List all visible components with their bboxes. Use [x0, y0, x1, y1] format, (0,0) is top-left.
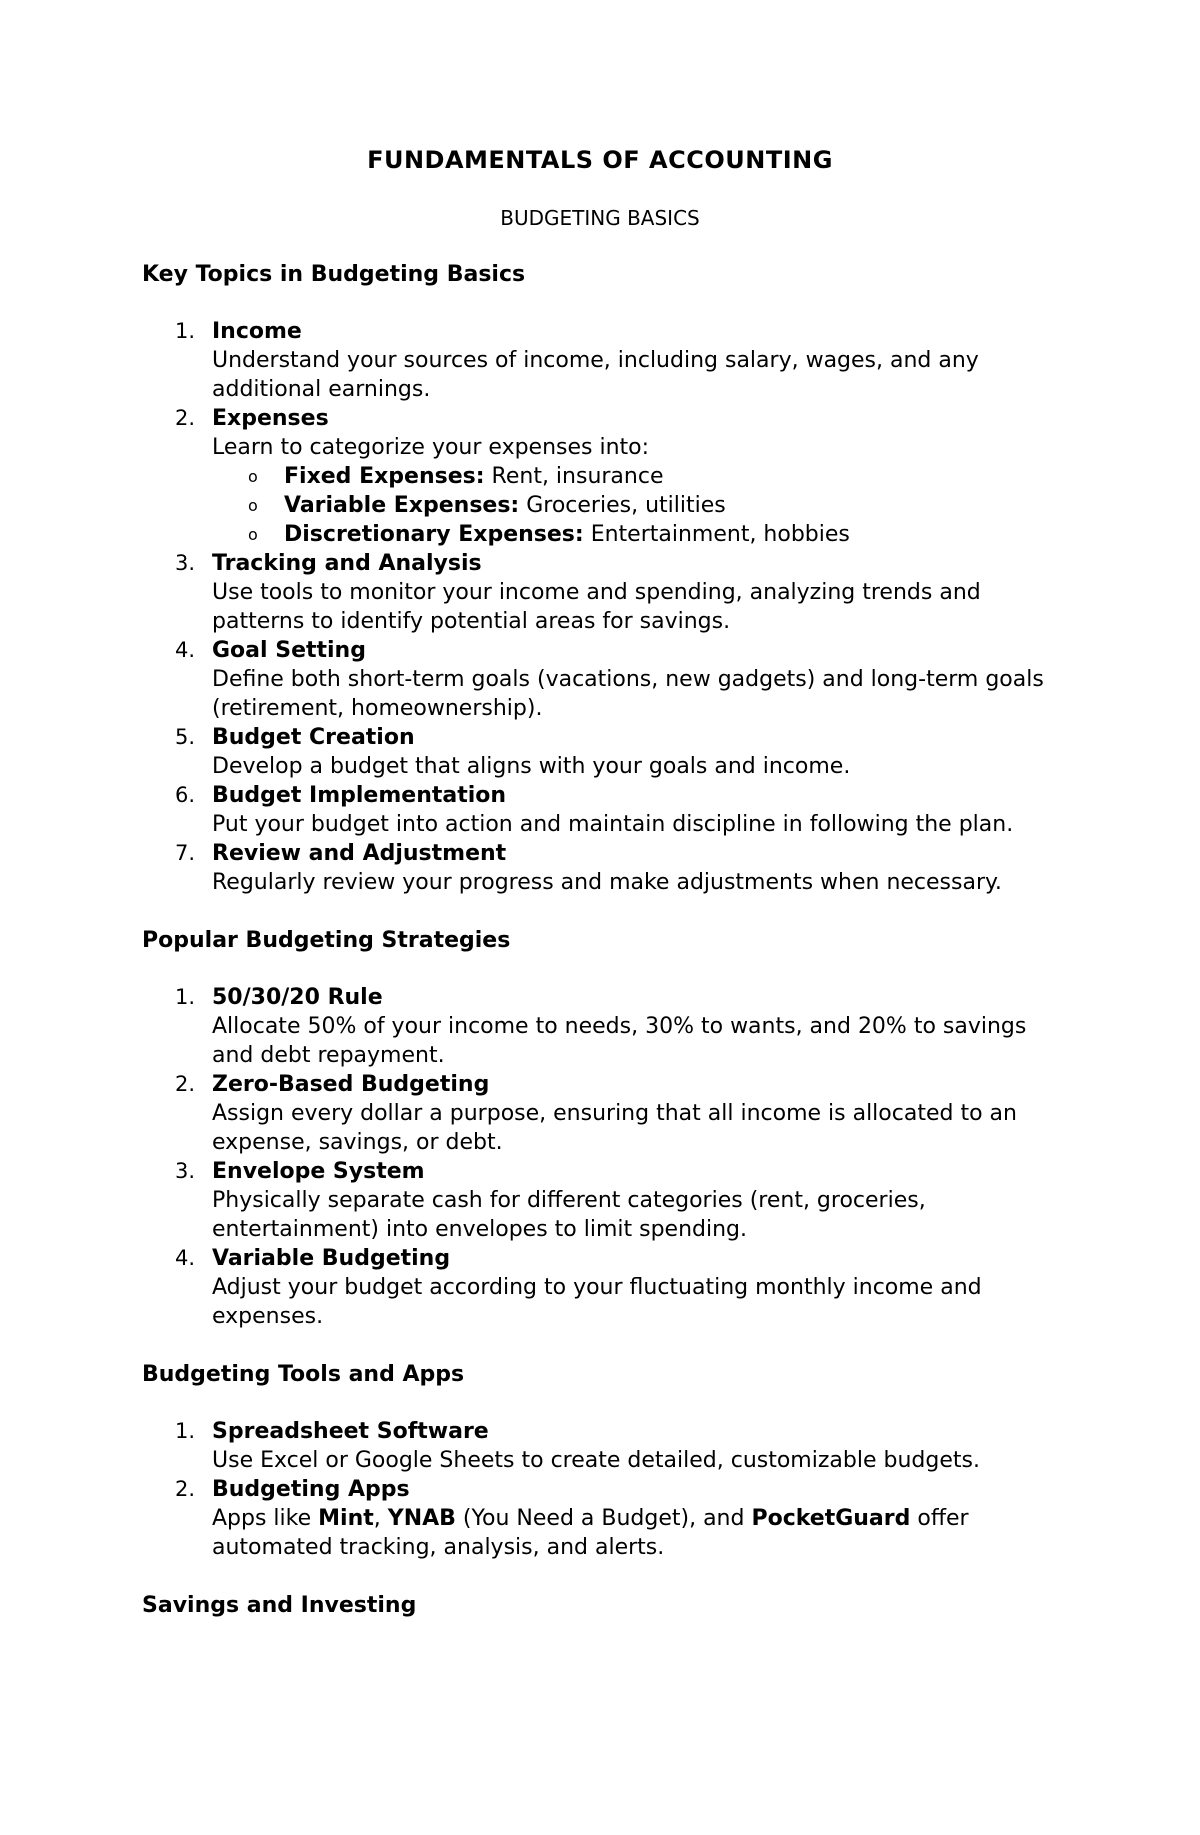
item-number: 1. [175, 1419, 196, 1443]
item-title: Budgeting Apps [212, 1477, 410, 1502]
list-item [142, 781, 1062, 839]
sub-list-item [212, 520, 1062, 549]
app-name-pocketguard: PocketGuard [751, 1506, 911, 1531]
item-number: 7. [175, 841, 196, 865]
app-name-ynab: YNAB [387, 1506, 456, 1531]
list-item [142, 636, 1062, 723]
list-item [142, 983, 1062, 1070]
bullet-icon: o [248, 467, 258, 486]
list-item [142, 839, 1062, 897]
expense-type-label: Variable Expenses: [284, 493, 520, 518]
item-description: Adjust your budget according to your fluctuating monthly income and expenses. [212, 1275, 982, 1329]
list-item [142, 549, 1062, 636]
item-title: Envelope System [212, 1159, 425, 1184]
item-description: Assign every dollar a purpose, ensuring that all income is allocated to an expense, savings, or debt. [212, 1101, 1017, 1155]
item-number: 4. [175, 638, 196, 662]
bullet-icon: o [248, 525, 258, 544]
list-item [142, 1070, 1062, 1157]
item-title: 50/30/20 Rule [212, 985, 383, 1010]
section-heading-key-topics: Key Topics in Budgeting Basics [142, 262, 526, 287]
item-title: Spreadsheet Software [212, 1419, 489, 1444]
expense-type-examples: Entertainment, hobbies [583, 522, 850, 547]
apps-text: offer automated tracking, analysis, and alerts. [212, 1506, 969, 1560]
item-title: Budget Implementation [212, 783, 507, 808]
item-number: 1. [175, 985, 196, 1009]
bullet-icon: o [248, 496, 258, 515]
key-topics-list [142, 317, 1062, 897]
item-title: Tracking and Analysis [212, 551, 482, 576]
list-item [142, 1157, 1062, 1244]
item-description: Put your budget into action and maintain discipline in following the plan. [212, 812, 1014, 837]
item-description: Use tools to monitor your income and spending, analyzing trends and patterns to identify potential areas for savings. [212, 580, 981, 634]
item-description: Define both short-term goals (vacations, new gadgets) and long-term goals (retirement, homeownership). [212, 667, 1044, 721]
list-item [142, 1244, 1062, 1331]
strategies-list [142, 983, 1062, 1331]
list-item [142, 1417, 1062, 1475]
item-number: 2. [175, 1072, 196, 1096]
item-description: Physically separate cash for different categories (rent, groceries, entertainment) into envelopes to limit spending. [212, 1188, 926, 1242]
item-number: 4. [175, 1246, 196, 1270]
list-item [142, 404, 1062, 549]
item-number: 2. [175, 1477, 196, 1501]
item-description [212, 1504, 1062, 1562]
expense-type-examples: Rent, insurance [484, 464, 664, 489]
item-title: Expenses [212, 406, 329, 431]
section-heading-tools: Budgeting Tools and Apps [142, 1362, 465, 1387]
document-title: FUNDAMENTALS OF ACCOUNTING [367, 146, 833, 174]
list-item [142, 317, 1062, 404]
item-number: 3. [175, 551, 196, 575]
item-description: Use Excel or Google Sheets to create detailed, customizable budgets. [212, 1448, 980, 1473]
section-heading-savings: Savings and Investing [142, 1593, 417, 1618]
apps-text: (You Need a Budget), and [455, 1506, 752, 1531]
item-title: Zero-Based Budgeting [212, 1072, 490, 1097]
section-heading-strategies: Popular Budgeting Strategies [142, 928, 511, 953]
item-number: 3. [175, 1159, 196, 1183]
apps-text: , [373, 1506, 388, 1531]
list-item [142, 1475, 1062, 1562]
sub-list-item [212, 491, 1062, 520]
item-description: Learn to categorize your expenses into: [212, 435, 650, 460]
item-description: Regularly review your progress and make adjustments when necessary. [212, 870, 1002, 895]
expense-type-label: Fixed Expenses: [284, 464, 485, 489]
item-title: Variable Budgeting [212, 1246, 451, 1271]
item-number: 2. [175, 406, 196, 430]
item-description: Allocate 50% of your income to needs, 30% to wants, and 20% to savings and debt repayment. [212, 1014, 1027, 1068]
item-number: 5. [175, 725, 196, 749]
expense-types-list [212, 462, 1062, 549]
document-body [142, 260, 1062, 1648]
expense-type-examples: Groceries, utilities [519, 493, 726, 518]
sub-list-item [212, 462, 1062, 491]
item-number: 1. [175, 319, 196, 343]
document-subtitle: BUDGETING BASICS [500, 206, 700, 230]
item-title: Goal Setting [212, 638, 366, 663]
expense-type-label: Discretionary Expenses: [284, 522, 584, 547]
apps-text: Apps like [212, 1506, 319, 1531]
item-title: Budget Creation [212, 725, 415, 750]
item-description: Understand your sources of income, including salary, wages, and any additional earnings. [212, 348, 979, 402]
list-item [142, 723, 1062, 781]
item-number: 6. [175, 783, 196, 807]
item-description: Develop a budget that aligns with your goals and income. [212, 754, 851, 779]
item-title: Review and Adjustment [212, 841, 507, 866]
app-name-mint: Mint [318, 1506, 374, 1531]
tools-list [142, 1417, 1062, 1562]
item-title: Income [212, 319, 302, 344]
